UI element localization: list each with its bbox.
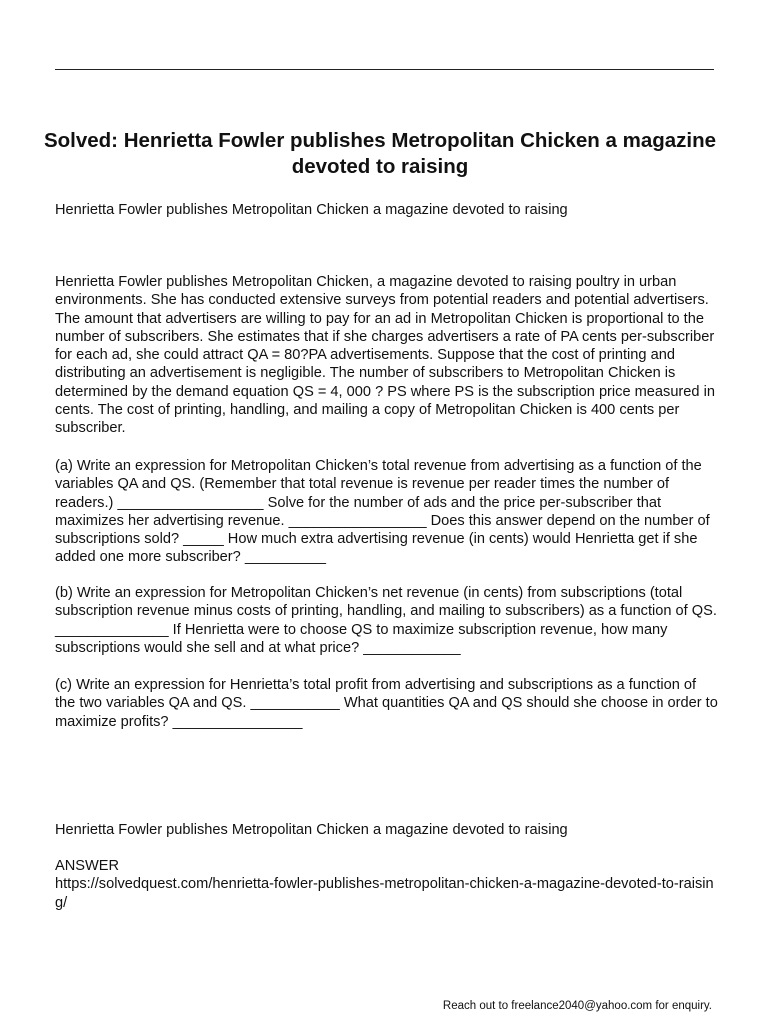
- problem-intro: Henrietta Fowler publishes Metropolitan Chicken, a magazine devoted to raising poultry in urban environments. She has conducted extensive surveys from potential readers and potential advertisers. The amount that advertisers are willing to pay for an ad in Metropolitan Chicken is proportional to the number of subscribers. She estimates that if she charges advertisers a rate of PA cents per-subscriber for each ad, she could attract QA = 80?PA advertisements. Suppose that the cost of printing and distributing an advertisement is negligible. The number of subscribers to Metropolitan Chicken is determined by the demand equation QS = 4, 000 ? PS where PS is the subscription price measured in cents. The cost of printing, handling, and mailing a copy of Metropolitan Chicken is 400 cents per subscriber.: [55, 274, 715, 437]
- footer-reference: Henrietta Fowler publishes Metropolitan Chicken a magazine devoted to raising: [55, 822, 568, 838]
- question-a: (a) Write an expression for Metropolitan Chicken’s total revenue from advertising as a function of the variables QA and QS. (Remember that total revenue is revenue per reader times the number of readers.) __________________ Solve for the number of ads and the price per-subscriber that maximizes her advertising revenue. _________________ Does this answer depend on the number of subscriptions sold? _____ How much extra advertising revenue (in cents) would Henrietta get if she added one more subscriber? __________: [55, 458, 710, 566]
- document-subtitle: Henrietta Fowler publishes Metropolitan Chicken a magazine devoted to raising: [55, 202, 568, 218]
- question-c: (c) Write an expression for Henrietta’s total profit from advertising and subscriptions as a function of the two variables QA and QS. ___________ What quantities QA and QS should she choose in order to maximize profits? ________________: [55, 677, 718, 730]
- question-b: (b) Write an expression for Metropolitan Chicken’s net revenue (in cents) from subscriptions (total subscription revenue minus costs of printing, handling, and mailing to subscribers) as a function of QS. ______________ If Henrietta were to choose QS to maximize subscription revenue, how many subscriptions would she sell and at what price? ____________: [55, 585, 717, 656]
- answer-link[interactable]: https://solvedquest.com/henrietta-fowler-publishes-metropolitan-chicken-a-magazine-devoted-to-raising/: [55, 876, 714, 911]
- top-divider: [55, 69, 714, 70]
- document-title: Solved: Henrietta Fowler publishes Metropolitan Chicken a magazine devoted to raising: [43, 129, 717, 178]
- answer-section: [55, 857, 720, 912]
- answer-label: ANSWER: [55, 858, 120, 874]
- contact-note: Reach out to freelance2040@yahoo.com for enquiry.: [442, 1000, 712, 1012]
